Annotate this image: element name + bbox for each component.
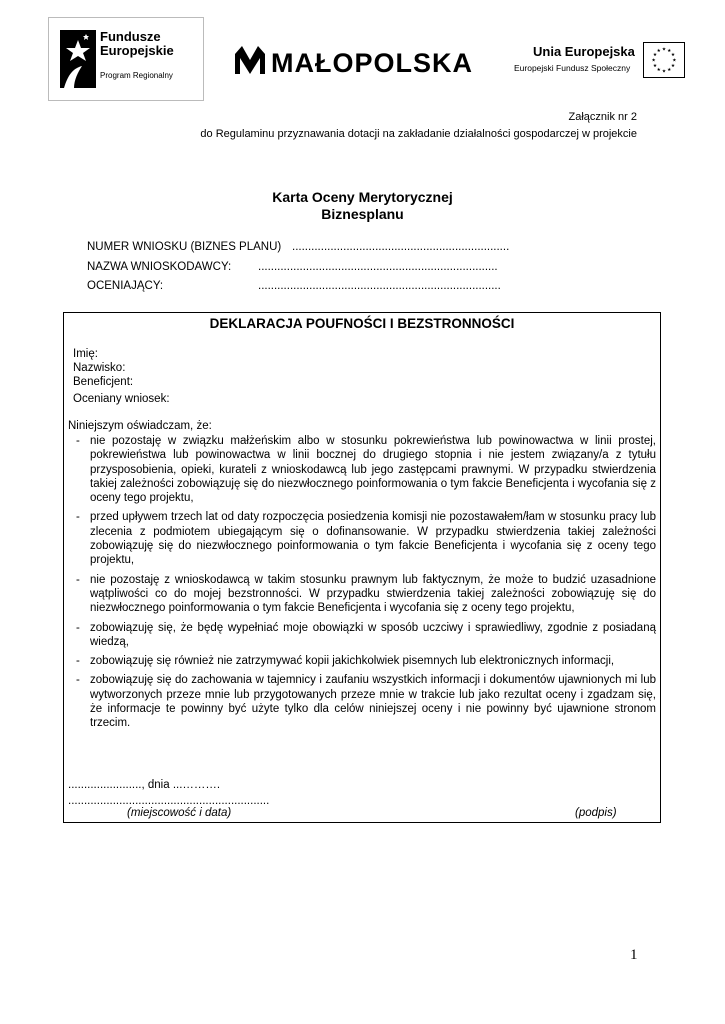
place-date-caption: (miejscowość i data) (127, 807, 232, 819)
list-item (68, 573, 656, 616)
fe-logo-line1: Fundusze (100, 29, 161, 44)
declaration-list (68, 434, 656, 736)
declaration-title: DEKLARACJA POUFNOŚCI I BEZSTRONNOŚCI (209, 316, 515, 331)
dash-icon: - (76, 674, 80, 687)
document-title (0, 189, 725, 223)
svg-text:★: ★ (672, 58, 677, 64)
list-item-text: nie pozostaję z wnioskodawcą w takim stosunku prawnym lub faktycznym, że może to budzić uzasadnione wątpliwości co do mojej bezstronności. W przypadku stwierdzenia takiej zależności zobowiązuję się do niezwłocznego poinformowania o tym fakcie Beneficjenta i wycofania się z oceny tego projektu, (90, 573, 656, 615)
list-item-text: zobowiązuję się, że będę wypełniać moje obowiązki w sposób uczciwy i sprawiedliwy, zgodnie z posiadaną wiedzą, (90, 621, 656, 648)
eu-logo-title: Unia Europejska (533, 44, 635, 59)
field-dots: ............................................................................ (258, 280, 501, 292)
list-item (68, 654, 656, 668)
fundusze-europejskie-star-icon (60, 30, 96, 88)
signature-caption: (podpis) (575, 807, 617, 819)
dash-icon: - (76, 621, 80, 634)
personal-data (73, 347, 133, 389)
beneficiary-label: Beneficjent: (73, 376, 134, 388)
field-label: OCENIAJĄCY: (87, 280, 164, 292)
page-number: 1 (630, 947, 638, 963)
list-item (68, 621, 656, 650)
dash-icon: - (76, 511, 80, 524)
field-dots: ........................................................................... (258, 260, 498, 273)
fe-logo-line2: Europejskie (100, 43, 174, 58)
document-title-line1: Karta Oceny Merytorycznej (272, 189, 453, 205)
svg-text:★: ★ (667, 67, 672, 73)
dash-icon: - (76, 435, 80, 447)
signature-line: ............................................................... (68, 795, 270, 807)
assessed-application-label: Oceniany wniosek: (73, 393, 170, 405)
field-label: NAZWA WNIOSKODAWCY: (87, 260, 232, 273)
list-item-text: zobowiązuję się również nie zatrzymywać kopii jakichkolwiek pisemnych lub elektronicznych informacji, (90, 655, 615, 668)
eu-flag-icon (643, 42, 685, 78)
fe-logo-text (100, 30, 174, 58)
svg-text:★: ★ (670, 52, 676, 58)
svg-text:★: ★ (652, 52, 658, 58)
document-title-line2: Biznesplanu (321, 206, 404, 222)
list-item (68, 434, 656, 505)
name-label: Imię: (73, 348, 98, 360)
eu-logo-subtitle: Europejski Fundusz Społeczny (514, 63, 631, 73)
list-item (68, 510, 656, 567)
list-item-text: przed upływem trzech lat od daty rozpoczęcia posiedzenia komisji nie pozostawałem/łam w stosunku pracy lub zlecenia z podmiotem ubiegającym się o dofinansowanie. W przypadku stwierdzenia takiej zależności zobowiązuję się do niezwłocznego poinformowania o tym fakcie Beneficjenta i wycofania się z oceny tego projektu, (90, 511, 656, 567)
svg-text:★: ★ (661, 47, 667, 53)
svg-text:★: ★ (656, 67, 661, 73)
svg-text:★: ★ (651, 58, 656, 64)
svg-text:★: ★ (661, 69, 667, 75)
annex-reference: do Regulaminu przyznawania dotacji na zakładanie działalności gospodarczej w projekcie (200, 128, 637, 140)
svg-text:★: ★ (652, 64, 658, 70)
field-dots: .................................................................... (292, 241, 510, 253)
svg-text:★: ★ (670, 64, 676, 70)
list-item (68, 673, 656, 730)
svg-text:★: ★ (667, 48, 672, 54)
dash-icon: - (76, 573, 80, 586)
list-item-text: zobowiązuję się do zachowania w tajemnicy i zaufaniu wszystkich informacji i dokumentów ujawnionych mi lub wytworzonych przeze mnie lub przygotowanych przeze mnie w trakcie lub jako rezultat oceny i zgadzam się, że informacje te powinny być użyte tylko dla celów niniejszej oceny i nie powinny być ujawnione stronom trzecim. (90, 674, 656, 730)
fe-logo-subtitle: Program Regionalny (100, 71, 173, 80)
list-item-text: nie pozostaję w związku małżeńskim albo w stosunku pokrewieństwa lub powinowactwa w linii prostej, pokrewieństwa lub powinowactwa w linii bocznej do drugiego stopnia i nie jestem związany/a z tytułu przysposobienia, opieki, kurateli z wnioskodawcą lub jego zastępcami prawnymi. W przypadku stwierdzenia takiej zależności zobowiązuję się do niezwłocznego poinformowania o tym fakcie Beneficjenta i wycofania się z oceny tego projektu, (90, 435, 656, 505)
annex-number: Załącznik nr 2 (568, 111, 637, 123)
malopolska-logo-text: MAŁOPOLSKA (271, 48, 473, 78)
surname-label: Nazwisko: (73, 362, 126, 374)
field-label: NUMER WNIOSKU (BIZNES PLANU) (87, 241, 282, 253)
dash-icon: - (76, 655, 80, 668)
malopolska-mark-icon (233, 44, 267, 76)
signature-place-date: ......................., dnia ...………. (68, 779, 221, 791)
declaration-intro: Niniejszym oświadczam, że: (68, 420, 212, 432)
svg-text:★: ★ (656, 48, 661, 54)
